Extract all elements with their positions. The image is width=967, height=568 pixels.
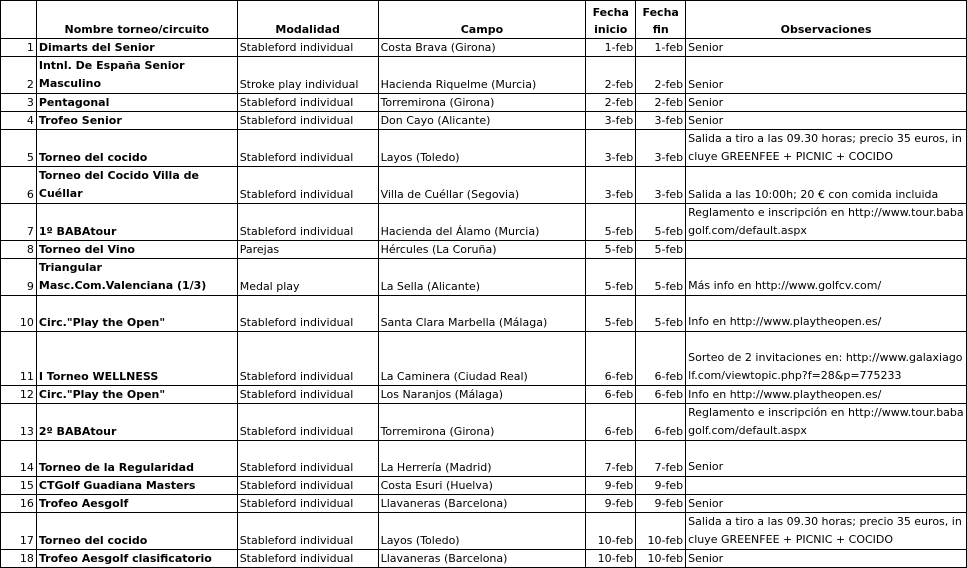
table-row [1,477,967,495]
tournament-name-cell[interactable]: I Torneo WELLNESS [36,332,237,386]
header-start[interactable]: Fecha inicio [586,1,636,39]
row-number-cell[interactable]: 7 [1,204,37,241]
end-date-cell[interactable]: 10-feb [636,513,686,550]
start-date-cell[interactable]: 5-feb [586,259,636,296]
tournament-name-cell[interactable]: Intnl. De España Senior Masculino [36,57,237,94]
tournament-name-cell[interactable]: 2º BABAtour [36,404,237,441]
mode-cell[interactable]: Stableford individual [237,550,378,568]
table-row [1,495,967,513]
row-number-cell[interactable]: 3 [1,94,37,112]
end-date-cell[interactable]: 2-feb [636,57,686,94]
notes-cell[interactable]: Senior [686,441,967,477]
end-date-cell[interactable]: 6-feb [636,386,686,404]
tournament-name-cell[interactable]: Dimarts del Senior [36,39,237,57]
notes-cell[interactable]: Reglamento e inscripción en http://www.tour.babagolf.com/default.aspx [686,404,967,441]
notes-cell[interactable]: Salida a tiro a las 09.30 horas; precio 35 euros, incluye GREENFEE + PICNIC + COCIDO [686,130,967,167]
start-date-cell[interactable]: 3-feb [586,112,636,130]
table-row [1,441,967,477]
table-row [1,259,967,296]
course-cell[interactable]: Torremirona (Girona) [378,94,586,112]
mode-cell[interactable]: Stableford individual [237,296,378,332]
row-number-cell[interactable]: 10 [1,296,37,332]
header-name[interactable]: Nombre torneo/circuito [36,1,237,39]
table-row [1,39,967,57]
notes-cell[interactable] [686,477,967,495]
notes-cell[interactable]: Senior [686,550,967,568]
table-row [1,386,967,404]
mode-cell[interactable]: Stableford individual [237,167,378,204]
mode-cell[interactable]: Stableford individual [237,204,378,241]
mode-cell[interactable]: Stableford individual [237,386,378,404]
row-number-cell[interactable]: 4 [1,112,37,130]
start-date-cell[interactable]: 5-feb [586,204,636,241]
tournament-name-cell[interactable]: 1º BABAtour [36,204,237,241]
course-cell[interactable]: Layos (Toledo) [378,513,586,550]
end-date-cell[interactable]: 7-feb [636,441,686,477]
tournament-name-cell[interactable]: Torneo del cocido [36,130,237,167]
tournament-name-cell[interactable]: Torneo del Cocido Villa de Cuéllar [36,167,237,204]
end-date-cell[interactable]: 9-feb [636,495,686,513]
tournament-name-cell[interactable]: Torneo del Vino [36,241,237,259]
mode-cell[interactable]: Stableford individual [237,39,378,57]
end-date-cell[interactable]: 5-feb [636,204,686,241]
mode-cell[interactable]: Parejas [237,241,378,259]
mode-cell[interactable]: Stableford individual [237,404,378,441]
end-date-cell[interactable]: 5-feb [636,259,686,296]
start-date-cell[interactable]: 1-feb [586,39,636,57]
mode-cell[interactable]: Stableford individual [237,332,378,386]
mode-cell[interactable]: Stableford individual [237,441,378,477]
table-row [1,57,967,94]
course-cell[interactable]: Torremirona (Girona) [378,404,586,441]
mode-cell[interactable]: Stableford individual [237,130,378,167]
table-row [1,112,967,130]
course-cell[interactable]: Llavaneras (Barcelona) [378,550,586,568]
row-number-cell[interactable]: 6 [1,167,37,204]
tournament-name-cell[interactable]: Circ."Play the Open" [36,386,237,404]
start-date-cell[interactable]: 2-feb [586,57,636,94]
course-cell[interactable]: Costa Esuri (Huelva) [378,477,586,495]
notes-cell[interactable]: Senior [686,495,967,513]
start-date-cell[interactable]: 3-feb [586,167,636,204]
notes-cell[interactable]: Salida a tiro a las 09.30 horas; precio 35 euros, incluye GREENFEE + PICNIC + COCIDO [686,513,967,550]
row-number-cell[interactable]: 14 [1,441,37,477]
start-date-cell[interactable]: 2-feb [586,94,636,112]
notes-cell[interactable]: Info en http://www.playtheopen.es/ [686,296,967,332]
start-date-cell[interactable]: 10-feb [586,513,636,550]
course-cell[interactable]: Villa de Cuéllar (Segovia) [378,167,586,204]
mode-cell[interactable]: Stableford individual [237,112,378,130]
course-cell[interactable]: Hacienda del Álamo (Murcia) [378,204,586,241]
row-number-cell[interactable]: 11 [1,332,37,386]
table-row [1,241,967,259]
mode-cell[interactable]: Stableford individual [237,495,378,513]
table-row [1,167,967,204]
notes-cell[interactable]: Reglamento e inscripción en http://www.tour.babagolf.com/default.aspx [686,204,967,241]
header-row [1,1,967,39]
table-row [1,550,967,568]
start-date-cell[interactable]: 6-feb [586,332,636,386]
table-row [1,332,967,386]
table-row [1,404,967,441]
tournament-name-cell[interactable]: Triangular Masc.Com.Valenciana (1/3) [36,259,237,296]
row-number-cell[interactable]: 1 [1,39,37,57]
notes-cell[interactable]: Senior [686,57,967,94]
start-date-cell[interactable]: 6-feb [586,404,636,441]
tournament-name-cell[interactable]: Trofeo Aesgolf clasificatorio [36,550,237,568]
table-row [1,94,967,112]
start-date-cell[interactable]: 3-feb [586,130,636,167]
start-date-cell[interactable]: 9-feb [586,495,636,513]
header-corner [1,1,37,39]
end-date-cell[interactable]: 5-feb [636,296,686,332]
mode-cell[interactable]: Stroke play individual [237,57,378,94]
start-date-cell[interactable]: 7-feb [586,441,636,477]
row-number-cell[interactable]: 8 [1,241,37,259]
end-date-cell[interactable]: 6-feb [636,332,686,386]
end-date-cell[interactable]: 5-feb [636,241,686,259]
notes-cell[interactable]: Senior [686,94,967,112]
notes-cell[interactable]: Salida a las 10:00h; 20 € con comida incluida [686,167,967,204]
mode-cell[interactable]: Stableford individual [237,477,378,495]
table-row [1,204,967,241]
row-number-cell[interactable]: 12 [1,386,37,404]
start-date-cell[interactable]: 5-feb [586,296,636,332]
tournament-name-cell[interactable]: Torneo de la Regularidad [36,441,237,477]
tournament-name-cell[interactable]: Circ."Play the Open" [36,296,237,332]
row-number-cell[interactable]: 17 [1,513,37,550]
course-cell[interactable]: La Caminera (Ciudad Real) [378,332,586,386]
header-notes[interactable]: Observaciones [686,1,967,39]
end-date-cell[interactable]: 10-feb [636,550,686,568]
course-cell[interactable]: Los Naranjos (Málaga) [378,386,586,404]
header-end[interactable]: Fecha fin [636,1,686,39]
table-row [1,130,967,167]
course-cell[interactable]: Hacienda Riquelme (Murcia) [378,57,586,94]
row-number-cell[interactable]: 15 [1,477,37,495]
row-number-cell[interactable]: 13 [1,404,37,441]
end-date-cell[interactable]: 3-feb [636,167,686,204]
start-date-cell[interactable]: 6-feb [586,386,636,404]
row-number-cell[interactable]: 5 [1,130,37,167]
start-date-cell[interactable]: 10-feb [586,550,636,568]
table-row [1,296,967,332]
tournament-name-cell[interactable]: Trofeo Senior [36,112,237,130]
tournament-name-cell[interactable]: CTGolf Guadiana Masters [36,477,237,495]
end-date-cell[interactable]: 9-feb [636,477,686,495]
tournament-name-cell[interactable]: Pentagonal [36,94,237,112]
course-cell[interactable]: Santa Clara Marbella (Málaga) [378,296,586,332]
notes-cell[interactable]: Sorteo de 2 invitaciones en: http://www.galaxiagolf.com/viewtopic.php?f=28&p=775233 [686,332,967,386]
table-row [1,513,967,550]
end-date-cell[interactable]: 3-feb [636,112,686,130]
tournament-name-cell[interactable]: Torneo del cocido [36,513,237,550]
notes-cell[interactable]: Más info en http://www.golfcv.com/ [686,259,967,296]
end-date-cell[interactable]: 1-feb [636,39,686,57]
mode-cell[interactable]: Medal play [237,259,378,296]
start-date-cell[interactable]: 9-feb [586,477,636,495]
course-cell[interactable]: La Sella (Alicante) [378,259,586,296]
mode-cell[interactable]: Stableford individual [237,94,378,112]
notes-cell[interactable]: Info en http://www.playtheopen.es/ [686,386,967,404]
end-date-cell[interactable]: 3-feb [636,130,686,167]
course-cell[interactable]: Hércules (La Coruña) [378,241,586,259]
row-number-cell[interactable]: 18 [1,550,37,568]
course-cell[interactable]: Layos (Toledo) [378,130,586,167]
notes-cell[interactable]: Senior [686,39,967,57]
tournament-name-cell[interactable]: Trofeo Aesgolf [36,495,237,513]
course-cell[interactable]: Llavaneras (Barcelona) [378,495,586,513]
row-number-cell[interactable]: 9 [1,259,37,296]
header-mode[interactable]: Modalidad [237,1,378,39]
row-number-cell[interactable]: 2 [1,57,37,94]
course-cell[interactable]: Don Cayo (Alicante) [378,112,586,130]
row-number-cell[interactable]: 16 [1,495,37,513]
end-date-cell[interactable]: 2-feb [636,94,686,112]
start-date-cell[interactable]: 5-feb [586,241,636,259]
mode-cell[interactable]: Stableford individual [237,513,378,550]
end-date-cell[interactable]: 6-feb [636,404,686,441]
course-cell[interactable]: La Herrería (Madrid) [378,441,586,477]
notes-cell[interactable]: Senior [686,112,967,130]
notes-cell[interactable] [686,241,967,259]
course-cell[interactable]: Costa Brava (Girona) [378,39,586,57]
header-course[interactable]: Campo [378,1,586,39]
